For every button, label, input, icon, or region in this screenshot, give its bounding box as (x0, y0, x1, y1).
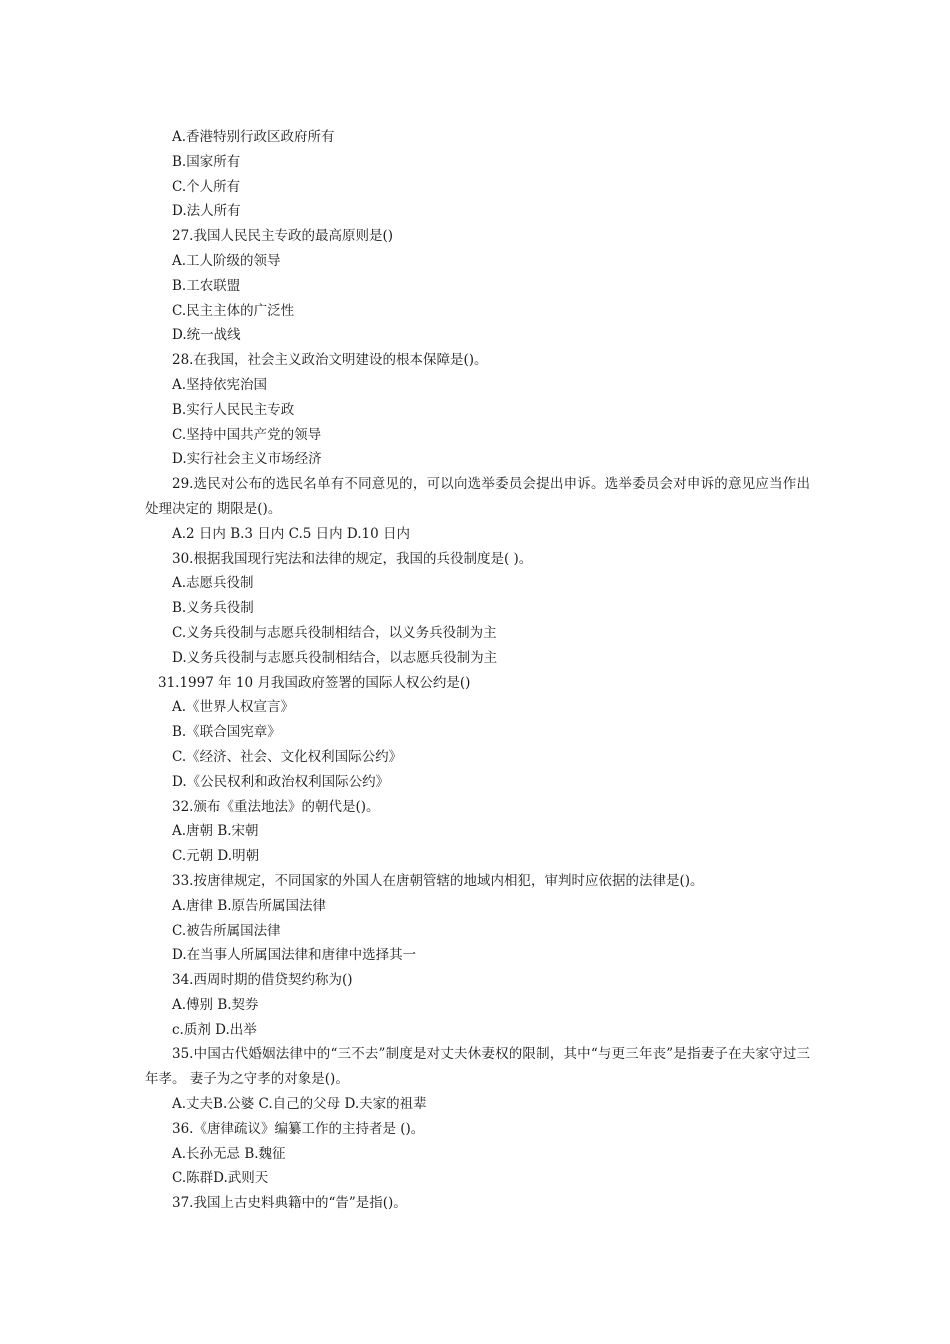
answer-option: A.丈夫B.公婆 C.自己的父母 D.夫家的祖辈 (172, 1096, 427, 1113)
answer-option: A.香港特别行政区政府所有 (172, 129, 335, 145)
answer-option: C.《经济、社会、文化权利国际公约》 (172, 748, 403, 765)
answer-option: A.工人阶级的领导 (172, 252, 281, 269)
question-stem: 33.按唐律规定，不同国家的外国人在唐朝管辖的地域内相犯，审判时应依据的法律是()。 (172, 872, 704, 889)
question-stem: 36.《唐律疏议》编纂工作的主持者是 ()。 (172, 1120, 425, 1137)
answer-option: B.义务兵役制 (172, 600, 254, 617)
answer-option: C.被告所属国法律 (172, 922, 281, 939)
answer-option: A.2 日内 B.3 日内 C.5 日内 D.10 日内 (172, 525, 411, 542)
answer-option: C.元朝 D.明朝 (172, 848, 260, 865)
question-paragraph: 29.选民对公布的选民名单有不同意见的，可以向选举委员会提出申诉。选举委员会对申诉的意见应当作出处理决定的 期限是()。 (145, 476, 810, 517)
answer-option: A.唐律 B.原告所属国法律 (172, 897, 327, 914)
question-stem: 31.1997 年 10 月我国政府签署的国际人权公约是() (158, 674, 471, 691)
answer-option: D.义务兵役制与志愿兵役制相结合，以志愿兵役制为主 (172, 649, 498, 666)
answer-option: D.在当事人所属国法律和唐律中选择其一 (172, 947, 417, 964)
question-stem: 32.颁布《重法地法》的朝代是()。 (172, 798, 380, 815)
answer-option: C.义务兵役制与志愿兵役制相结合，以义务兵役制为主 (172, 624, 497, 641)
answer-option: c.质剂 D.出举 (172, 1021, 257, 1038)
question-paragraph: 35.中国古代婚姻法律中的“三不去”制度是对丈夫休妻权的限制，其中“与更三年丧”是指妻子在夫家守过三年孝。 妻子为之守孝的对象是()。 (145, 1046, 810, 1088)
answer-option: D.实行社会主义市场经济 (172, 451, 322, 468)
answer-option: C.陈群D.武则天 (172, 1170, 269, 1187)
question-stem: 37.我国上古史料典籍中的“眚”是指()。 (172, 1195, 407, 1212)
answer-option: B.工农联盟 (172, 277, 241, 294)
answer-option: A.长孙无忌 B.魏征 (172, 1145, 286, 1162)
answer-option: A.傅别 B.契券 (172, 996, 259, 1013)
answer-option: A.《世界人权宣言》 (172, 699, 295, 716)
question-stem: 30.根据我国现行宪法和法律的规定，我国的兵役制度是( )。 (172, 550, 533, 567)
answer-option: D.《公民权利和政治权利国际公约》 (172, 773, 390, 790)
answer-option: D.统一战线 (172, 327, 241, 344)
question-stem: 28.在我国，社会主义政治文明建设的根本保障是()。 (172, 352, 488, 369)
question-stem: 34.西周时期的借贷契约称为() (172, 972, 353, 989)
answer-option: A.志愿兵役制 (172, 575, 254, 592)
answer-option: C.民主主体的广泛性 (172, 302, 295, 319)
answer-option: B.国家所有 (172, 153, 241, 170)
answer-option: D.法人所有 (172, 203, 241, 220)
answer-option: A.唐朝 B.宋朝 (172, 823, 259, 840)
answer-option: C.坚持中国共产党的领导 (172, 426, 322, 443)
answer-option: B.实行人民民主专政 (172, 401, 295, 418)
answer-option: C.个人所有 (172, 178, 241, 195)
answer-option: B.《联合国宪章》 (172, 724, 281, 741)
question-stem: 27.我国人民民主专政的最高原则是() (172, 228, 394, 245)
document-body (145, 125, 810, 1216)
answer-option: A.坚持依宪治国 (172, 376, 268, 393)
